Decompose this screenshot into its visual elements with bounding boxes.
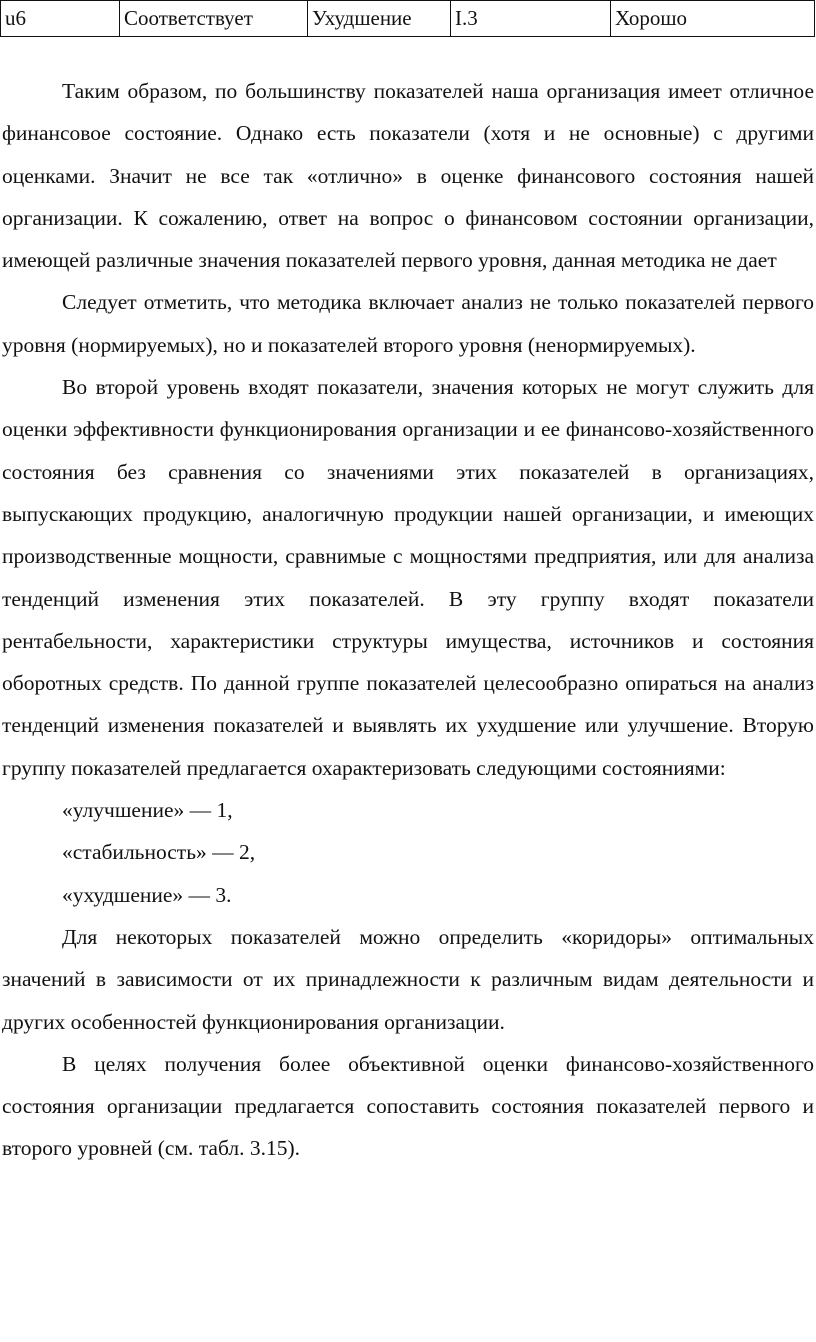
table-cell-code: u6	[1, 1, 120, 37]
table-cell-rating: Хорошо	[611, 1, 815, 37]
table-cell-class: I.3	[451, 1, 611, 37]
list-item-stability: «стабильность» — 2,	[62, 840, 256, 865]
indicator-table-row	[0, 0, 815, 37]
paragraph-methodology-note: Следует отметить, что методика включает анализ не только показателей первого уровня (нормируемых), но и показателей второго уровня (ненормируемых).	[2, 290, 814, 357]
table-cell-norm-status: Соответствует	[120, 1, 308, 37]
paragraph-second-level: Во второй уровень входят показатели, значения которых не могут служить для оценки эффективности функционирования организации и ее финансово-хозяйственного состояния без сравнения со значениями этих показателей в организациях, выпускающих продукцию, аналогичную продукции нашей организации, и имеющих производственные мощности, сравнимые с мощностями предприятия, или для анализа тенденций изменения этих показателей. В эту группу входят показатели рентабельности, характеристики структуры имущества, источников и состояния оборотных средств. По данной группе показателей целесообразно опираться на анализ тенденций изменения показателей и выявлять их ухудшение или улучшение. Вторую группу показателей предлагается охарактеризовать следующими состояниями:	[2, 375, 814, 780]
list-item-deterioration: «ухудшение» — 3.	[62, 882, 232, 907]
paragraph-corridors: Для некоторых показателей можно определить «коридоры» оптимальных значений в зависимости от их принадлежности к различным видам деятельности и других особенностей функционирования организации.	[2, 924, 814, 1034]
table-cell-trend: Ухудшение	[308, 1, 451, 37]
list-item-improvement: «улучшение» — 1,	[62, 798, 233, 823]
paragraph-conclusion: Таким образом, по большинству показателей наша организация имеет отличное финансовое состояние. Однако есть показатели (хотя и не основные) с другими оценками. Значит не все так «отлично» в оценке финансового состояния нашей организации. К сожалению, ответ на вопрос о финансовом состоянии организации, имеющей различные значения показателей первого уровня, данная методика не дает	[2, 79, 814, 273]
paragraph-comparison: В целях получения более объективной оценки финансово-хозяйственного состояния организации предлагается сопоставить состояния показателей первого и второго уровней (см. табл. 3.15).	[2, 1051, 814, 1161]
body-text	[2, 70, 814, 1170]
table-row	[1, 1, 815, 37]
